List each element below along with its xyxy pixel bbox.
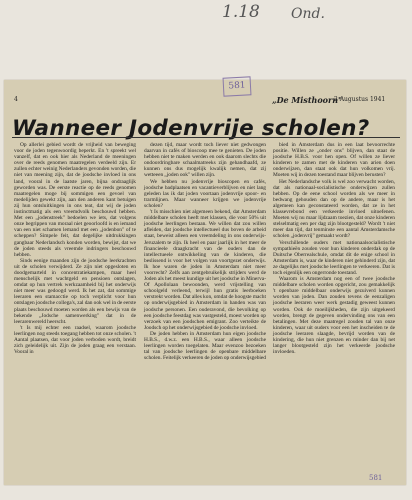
handwritten-number: 1.18 (222, 2, 260, 22)
handwritten-note: Ond. (291, 6, 325, 22)
paragraph: 't Is mij echter een raadsel, waarom joodsche leerlingen nog steeds toegang hebben tot onze scholen. 't Aantal plaatsen, dat voor joden verboden wordt, breidt zich geleidelijk uit. Zijn de joden graag een verstaan. Vooral in (14, 324, 136, 356)
paragraph: Op allerlei gebied wordt de vrijheid van beweging voor de joden tegenwoordig beperkt. En 't spreekt wel vanzelf, dat en ook hier als Nederland de meeningen over de reeds genomen maatregelen verdeeld zijn. Er zullen echter weinig Nederlanders gevonden worden, die niet van meening zijn, dat de joodsche invloed in ons land, vooral in de laatste jaren, bijna ondraaglijk geworden was. De eerste reactie op de reeds genomen maatregelen moge bij sommigen een gevoel van medelijden gewekt zijn, aan den anderen kant betuigen zij hun ontsluitkingen in ons teat, dat wij de joden instinctmatig als een vreemdvolk beschouwd hebben. Met een „jodenstreek" bedoelen we iets, dat volgens onze begrippen van moraal niet geoorloofd is en iemand van een niet schamen lemand met een „jodenbon" of te scheppen? Simpele feit, dat degelijke uitdrukkingen gangbaar Nederlandsch konden worden, bewijst, dat we de joden steeds als vreemde indringers beschouwd hebben. (14, 142, 136, 258)
newspaper-header (14, 94, 400, 108)
archive-stamp: 581 (223, 76, 252, 96)
archive-stamp-bottom: 581 (369, 474, 383, 482)
newspaper-name: „De Misthoorn" (272, 95, 343, 105)
paragraph: Waarom is Amsterdam nog een of twee joodsche middelbare scholen worden opgericht, zou gemakkelijk 't openbare middelbaar onderwijs gezuiverd kunnen worden van joden. Dan zouden tevens de eenzaligen joodsche leeraren weer werk gestadig geweest kunnen worden. Ook de moeilijkheden, die zijn uitgekeerd worden, brengt de gegeven ondervinding ons van een betalingen. Met deze maatregel zouden tal van onze kinderen, waar uit ouders voor een het inscheiden te de joodsche leeraren slaagde, bevrijd worden van de kindering, die hun niet grenzen en minder dan bij net langer blootgesteld zijn het verkeerde joodsche invloeden. (273, 276, 395, 356)
article-column-3 (273, 142, 395, 355)
paragraph: 't Is misschien niet algemeen bekend, dat Amsterdam middelbare scholen heeft met klassen, die voor 50% uit joodsche leerlingen bestaan. We willen dat zou willen afleiden, dat joodsche intellectueel dus boven de arbeid staat, beweist alleen een vreemdeling in ons onderwijs-Jeruzalem te zijn. Ik heel en paar jaarlijk in het meer de financieele draagkracht van de ouders dan de intellectueele ontwikkeling van de kinderen, die beslissend is voor het volgen van voortgezet onderwijs. Ik hoe waren de joden in Amsterdam niet meer voorrecht? Zelfs aan zentgebruikelijk strijders werd de Joden als het meest kundige uit het joodsche in Minerva-Of Apollolaan bewoonden, werd vrijstelling van schoolgeld verleend, terwijl hun gratis leerboeken verstrekt worden. Dat alles kon, omdat de hoogste macht op onderwijsgebied in Amsterdam in handen was van joodsche personen. Een ouderavond, die bevolking op een joodsche feestdag was vastgesteld, moest worden op verzoek van een joodschen emigrant. Zoo verteikte de Joodsch op het onderwijsgebied de joodsche invloed. (144, 209, 266, 331)
paragraph: We hebben nu jodenvrije bioscopen en cafés, joodsche badplaatsen en vacantieverblijven en niet lang geleden las ik dat joden voortaan jodenvrije spoor- en trarmlijnen. Maar wanneer krijgen we jodenvrije scholen? (144, 178, 266, 209)
article-column-1 (14, 142, 136, 355)
issue-date: 2 Augustus 1941 (334, 96, 386, 103)
page-number: 4 (14, 96, 18, 103)
paragraph: Verschillende ouders met nationaalsocialistische sympathieën zouden voor hun kinderen onderdak op de Duitsche Oberrealschule, omdat dit de enige school in Amsterdam is, waar de kinderen niet gehinderd zijn, dat ze dagelijks met joodsche leerlingen te verkeeren. Dat is toch eigenlijk een ongerronde toestand. (273, 239, 395, 276)
article-column-2 (144, 142, 266, 361)
paragraph: dezen tijd, maar wordt toch liever niet gedwongen daarvan in cafés of bioscoop mee te genieten. De joden hebben niet te maken werden en ook daarom slechts die ondoordringbare schaalmatreeks zijn gehandhaafd, ze kunnen ons dus mogelijk kwalijk nemen, dat zij wetteeen „joden ook" willen zijn. (144, 142, 266, 179)
paragraph: Het Nederlandsche volk is wel zoo verwacht worden, dat als nationaal-socialistische onderwijzen zullen hebben. Op de eene school worden als we meer in bedwang gehouden dan op de andere, maar is het algemeen kan geconstateerd worden, dat ze in het klassevrebond een verkeerde invloed uitoefenen. Moeten wij nu maar lijdzaam toezien, dat onze kinderen stelselmatig een per dag zijn blootgesteld? Wordt 't niet meer dan tijd, dat tenminste een aantal Amsterdamsche scholen „jodenvrij" gemaakt wordt? (273, 178, 395, 240)
paragraph: De joden hebben in Amsterdam hun eigen joodsche H.B.S., d.w.z. een H.B.S., waar alleen joodsche leerlingen worden toegelaten. Maar evenzoo bezoeken tal van joodsche leerlingen de openbare middelbare scholen. Feitelijk verkeeren de joden op onderwijsgebied (144, 330, 266, 362)
title-rule (12, 137, 400, 138)
article-title: Wanneer Jodenvrije scholen? (12, 116, 370, 141)
paragraph: bied in Amsterdam dus in een laat bevoorrechte positie. Willen ze „onder ons" blijven, dan staat de joodsche H.B.S. voor hen open. Of willen ze liever kinderen te zamen met de kinderen van arien doen onderwijzen, dan staat ook dat hun volkomen vrij. Moeten wij in dezen toestand maar blijven berusten? (273, 142, 395, 179)
paragraph: Sinds eenige maanden zijn de joodsche leerkrachten uit de scholen verwijderd. Ze zijn niet opgesloten en doodgemarteld in concentratiekampen, maar heel menschelijk met wachtgeld en pensioen ontslagen, omdat op hun vertrek werkzaamheid bij het onderwijs niet meer was gedoogd werd. Ik het zat, dat sommige leeraren een stamacctie op toch verplicht voor hun ontslagen joodsche collega's, zal dan ook wel in de eerste plaats beschouwd moeten worden als een bewijs van de bekende „Jodsche samenwerking" dat in de leerarenwereld heerscht. (14, 257, 136, 325)
